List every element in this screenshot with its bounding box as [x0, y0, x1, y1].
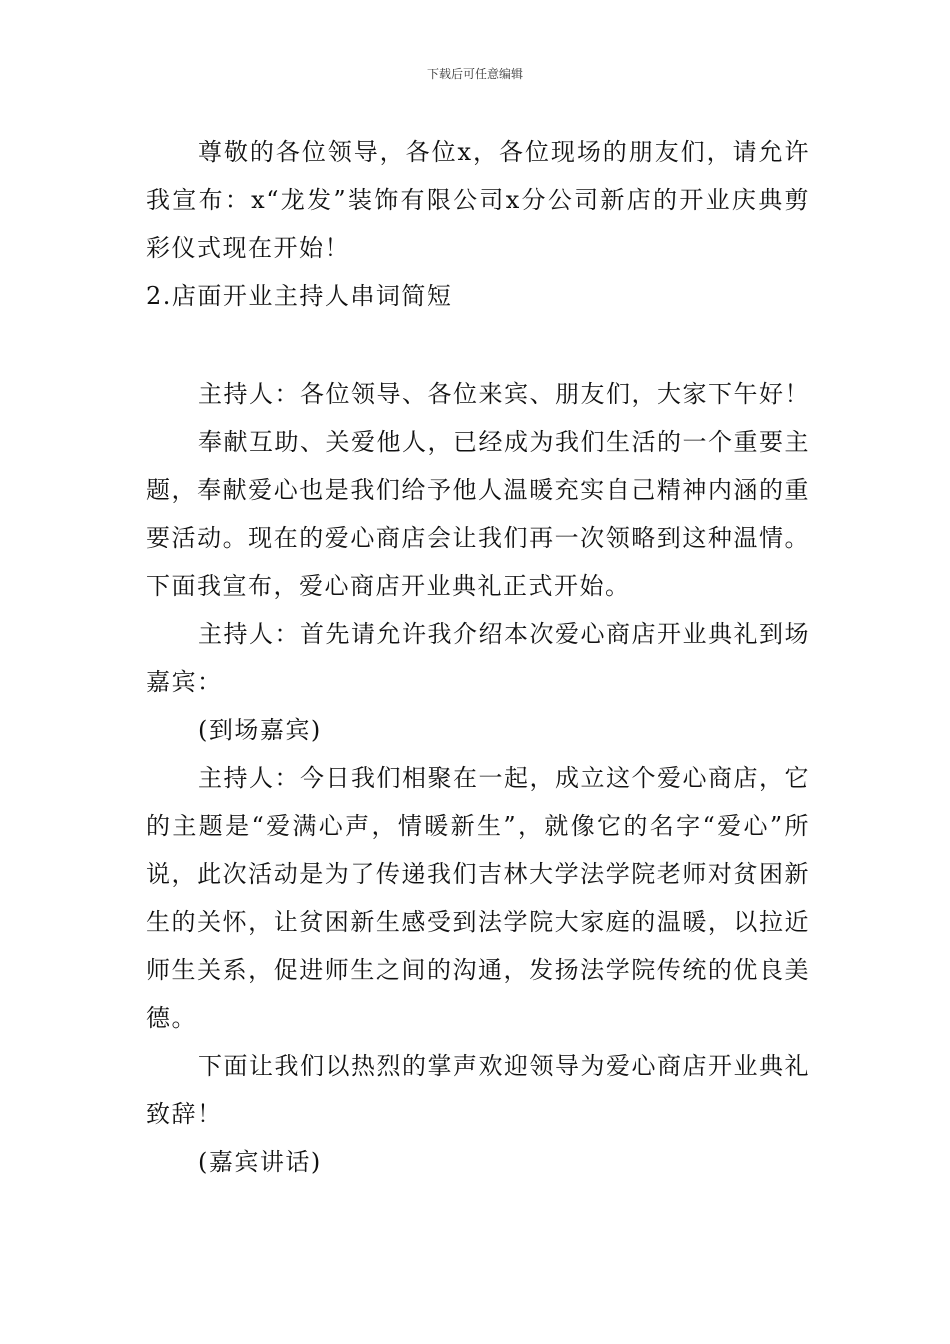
document-body [146, 128, 810, 1186]
paragraph-greeting: 主持人：各位领导、各位来宾、朋友们，大家下午好！ [198, 380, 810, 408]
page-header-note: 下载后可任意编辑 [426, 67, 523, 81]
section-title: 2.店面开业主持人串词简短 [146, 282, 453, 310]
section-gap [146, 320, 810, 370]
paragraph-purpose: 主持人：今日我们相聚在一起，成立这个爱心商店，它的主题是“爱满心声，情暖新生”，就像它的名字“爱心”所说，此次活动是为了传递我们吉林大学法学院老师对贫困新生的关怀，让贫困新生感受到法学院大家庭的温暖，以拉近师生关系，促进师生之间的沟通，发扬法学院传统的优良美德。 [146, 764, 810, 1032]
paragraph-theme: 奉献互助、关爱他人，已经成为我们生活的一个重要主题，奉献爱心也是我们给予他人温暖充实自己精神内涵的重要活动。现在的爱心商店会让我们再一次领略到这种温情。下面我宣布，爱心商店开业典礼正式开始。 [146, 428, 810, 600]
paragraph-welcome: 下面让我们以热烈的掌声欢迎领导为爱心商店开业典礼致辞！ [146, 1052, 810, 1128]
paragraph-guest-intro: 主持人：首先请允许我介绍本次爱心商店开业典礼到场嘉宾： [146, 620, 810, 696]
paragraph-guests-note: (到场嘉宾) [198, 716, 322, 744]
paragraph-speech-note: (嘉宾讲话) [198, 1148, 322, 1176]
intro-paragraph: 尊敬的各位领导，各位x，各位现场的朋友们，请允许我宣布：x“龙发”装饰有限公司x分公司新店的开业庆典剪彩仪式现在开始！ [146, 138, 810, 262]
